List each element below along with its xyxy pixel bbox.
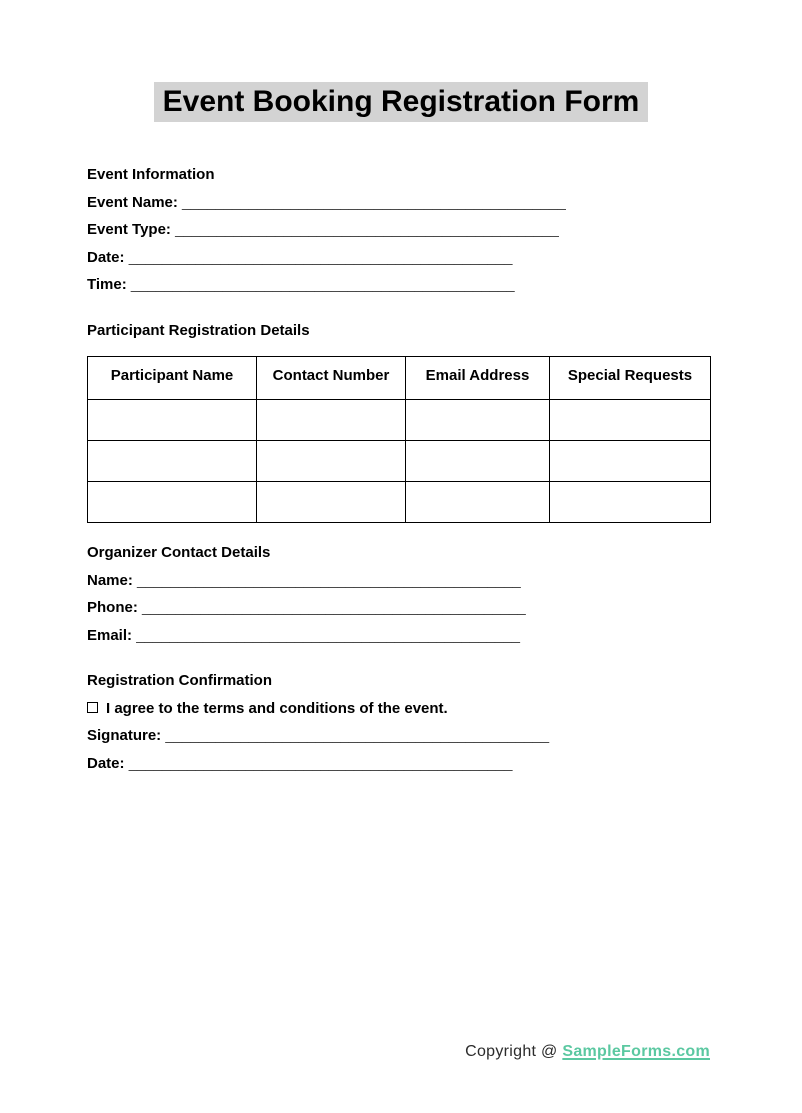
field-event-time xyxy=(87,271,710,299)
title-container xyxy=(0,82,802,122)
field-event-name xyxy=(87,189,710,217)
table-cell-empty xyxy=(406,400,550,441)
participant-table xyxy=(87,356,711,523)
event-time-label: Time: xyxy=(87,276,127,293)
section-heading-event-information: Event Information xyxy=(87,166,215,183)
table-cell-empty xyxy=(406,441,550,482)
organizer-phone-blank: ______________________________________________ xyxy=(142,599,526,616)
table-row xyxy=(88,400,711,441)
participant-table-header-row xyxy=(88,357,711,400)
table-cell-empty xyxy=(550,400,711,441)
field-organizer-email xyxy=(87,622,710,650)
table-cell-empty xyxy=(257,482,406,523)
column-header-special-requests: Special Requests xyxy=(550,357,711,400)
page-title: Event Booking Registration Form xyxy=(154,82,649,122)
terms-agreement-row xyxy=(87,695,710,723)
field-signature xyxy=(87,722,710,750)
organizer-name-blank: ______________________________________________ xyxy=(137,571,521,589)
sampleforms-link[interactable]: SampleForms.com xyxy=(562,1043,710,1060)
terms-agreement-text: I agree to the terms and conditions of the event. xyxy=(106,699,448,717)
table-row xyxy=(88,482,711,523)
table-cell-empty xyxy=(550,482,711,523)
event-type-blank: ______________________________________________ xyxy=(175,221,559,238)
column-header-email-address: Email Address xyxy=(406,357,550,400)
form-content xyxy=(87,161,710,777)
column-header-participant-name: Participant Name xyxy=(88,357,257,400)
table-row xyxy=(88,441,711,482)
field-event-type xyxy=(87,216,710,244)
signature-blank: ______________________________________________ xyxy=(165,727,550,744)
table-cell-empty xyxy=(257,400,406,441)
event-name-label: Event Name: xyxy=(87,193,178,211)
event-time-blank: ______________________________________________ xyxy=(130,276,515,293)
column-header-contact-number: Contact Number xyxy=(257,357,406,400)
field-confirmation-date xyxy=(87,750,710,778)
signature-label: Signature: xyxy=(87,727,162,744)
confirmation-date-blank: ______________________________________________ xyxy=(128,754,513,772)
organizer-email-label: Email: xyxy=(87,626,133,644)
table-cell-empty xyxy=(550,441,711,482)
copyright-text: Copyright @ xyxy=(465,1043,563,1060)
table-cell-empty xyxy=(88,441,257,482)
table-cell-empty xyxy=(88,400,257,441)
organizer-name-label: Name: xyxy=(87,571,133,589)
section-heading-registration-confirmation: Registration Confirmation xyxy=(87,672,273,689)
footer xyxy=(465,1043,710,1061)
event-date-blank: ______________________________________________ xyxy=(128,248,513,266)
field-organizer-phone xyxy=(87,594,710,622)
organizer-phone-label: Phone: xyxy=(87,599,138,616)
event-name-blank: ______________________________________________ xyxy=(182,193,566,211)
document-page xyxy=(0,82,802,1113)
table-cell-empty xyxy=(406,482,550,523)
event-type-label: Event Type: xyxy=(87,221,171,238)
event-date-label: Date: xyxy=(87,248,125,266)
section-heading-organizer-contact: Organizer Contact Details xyxy=(87,544,271,561)
field-organizer-name xyxy=(87,567,710,595)
section-heading-participant-registration: Participant Registration Details xyxy=(87,321,310,339)
confirmation-date-label: Date: xyxy=(87,754,125,772)
organizer-email-blank: ______________________________________________ xyxy=(136,626,520,644)
terms-checkbox[interactable] xyxy=(87,702,98,713)
field-event-date xyxy=(87,244,710,272)
table-cell-empty xyxy=(88,482,257,523)
table-cell-empty xyxy=(257,441,406,482)
